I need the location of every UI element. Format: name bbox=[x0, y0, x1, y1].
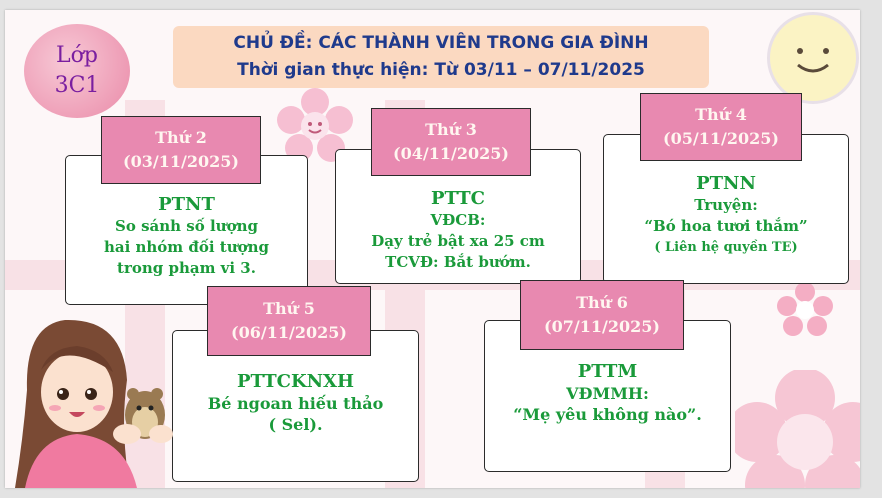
activity-line: trong phạm vi 3. bbox=[117, 259, 256, 277]
activity-line: “Bó hoa tươi thắm” bbox=[644, 217, 808, 235]
class-badge-name: 3C1 bbox=[54, 73, 100, 98]
title-banner bbox=[173, 26, 709, 88]
day-tag-wednesday bbox=[640, 93, 802, 161]
day-date: (06/11/2025) bbox=[231, 323, 347, 342]
day-tag-monday bbox=[101, 116, 261, 184]
flower-decoration bbox=[777, 282, 833, 338]
activity-line: VĐMMH: bbox=[566, 384, 649, 403]
day-label: Thứ 5 bbox=[263, 299, 315, 318]
activity-line: TCVĐ: Bắt bướm. bbox=[385, 253, 531, 271]
day-label: Thứ 6 bbox=[576, 293, 628, 312]
day-tag-thursday bbox=[207, 286, 371, 356]
activity-line: “Mẹ yêu không nào”. bbox=[513, 405, 702, 424]
period-subtitle: Thời gian thực hiện: Từ 03/11 – 07/11/2025 bbox=[237, 60, 645, 80]
subject-label: PTNN bbox=[696, 173, 756, 194]
subject-label: PTTM bbox=[577, 361, 638, 382]
day-label: Thứ 3 bbox=[425, 120, 477, 139]
day-date: (04/11/2025) bbox=[393, 144, 509, 163]
day-date: (03/11/2025) bbox=[123, 152, 239, 171]
girl-with-hamster-illustration bbox=[5, 310, 180, 488]
class-badge-label: Lớp bbox=[56, 43, 98, 68]
activity-line: Dạy trẻ bật xa 25 cm bbox=[371, 232, 545, 250]
activity-line: So sánh số lượng bbox=[115, 217, 258, 235]
subject-label: PTTCKNXH bbox=[236, 371, 355, 392]
day-date: (07/11/2025) bbox=[544, 317, 660, 336]
activity-line: Bé ngoan hiếu thảo bbox=[207, 394, 384, 413]
subject-label: PTTC bbox=[430, 188, 485, 209]
slide bbox=[5, 10, 860, 488]
topic-title: CHỦ ĐỀ: CÁC THÀNH VIÊN TRONG GIA ĐÌNH bbox=[233, 33, 649, 53]
activity-line: Truyện: bbox=[694, 196, 758, 214]
day-tag-friday bbox=[520, 280, 684, 350]
day-label: Thứ 2 bbox=[155, 128, 207, 147]
day-date: (05/11/2025) bbox=[663, 129, 779, 148]
activity-line: ( Liên hệ quyền TE) bbox=[654, 240, 798, 255]
activity-line: ( Sel). bbox=[268, 415, 323, 434]
activity-line: hai nhóm đối tượng bbox=[103, 238, 270, 256]
subject-label: PTNT bbox=[158, 194, 215, 215]
activity-line: VĐCB: bbox=[430, 211, 486, 229]
class-badge bbox=[24, 24, 130, 118]
smiley-sun-icon bbox=[767, 12, 859, 104]
flower-decoration bbox=[735, 370, 860, 488]
day-tag-tuesday bbox=[371, 108, 531, 176]
day-label: Thứ 4 bbox=[695, 105, 747, 124]
